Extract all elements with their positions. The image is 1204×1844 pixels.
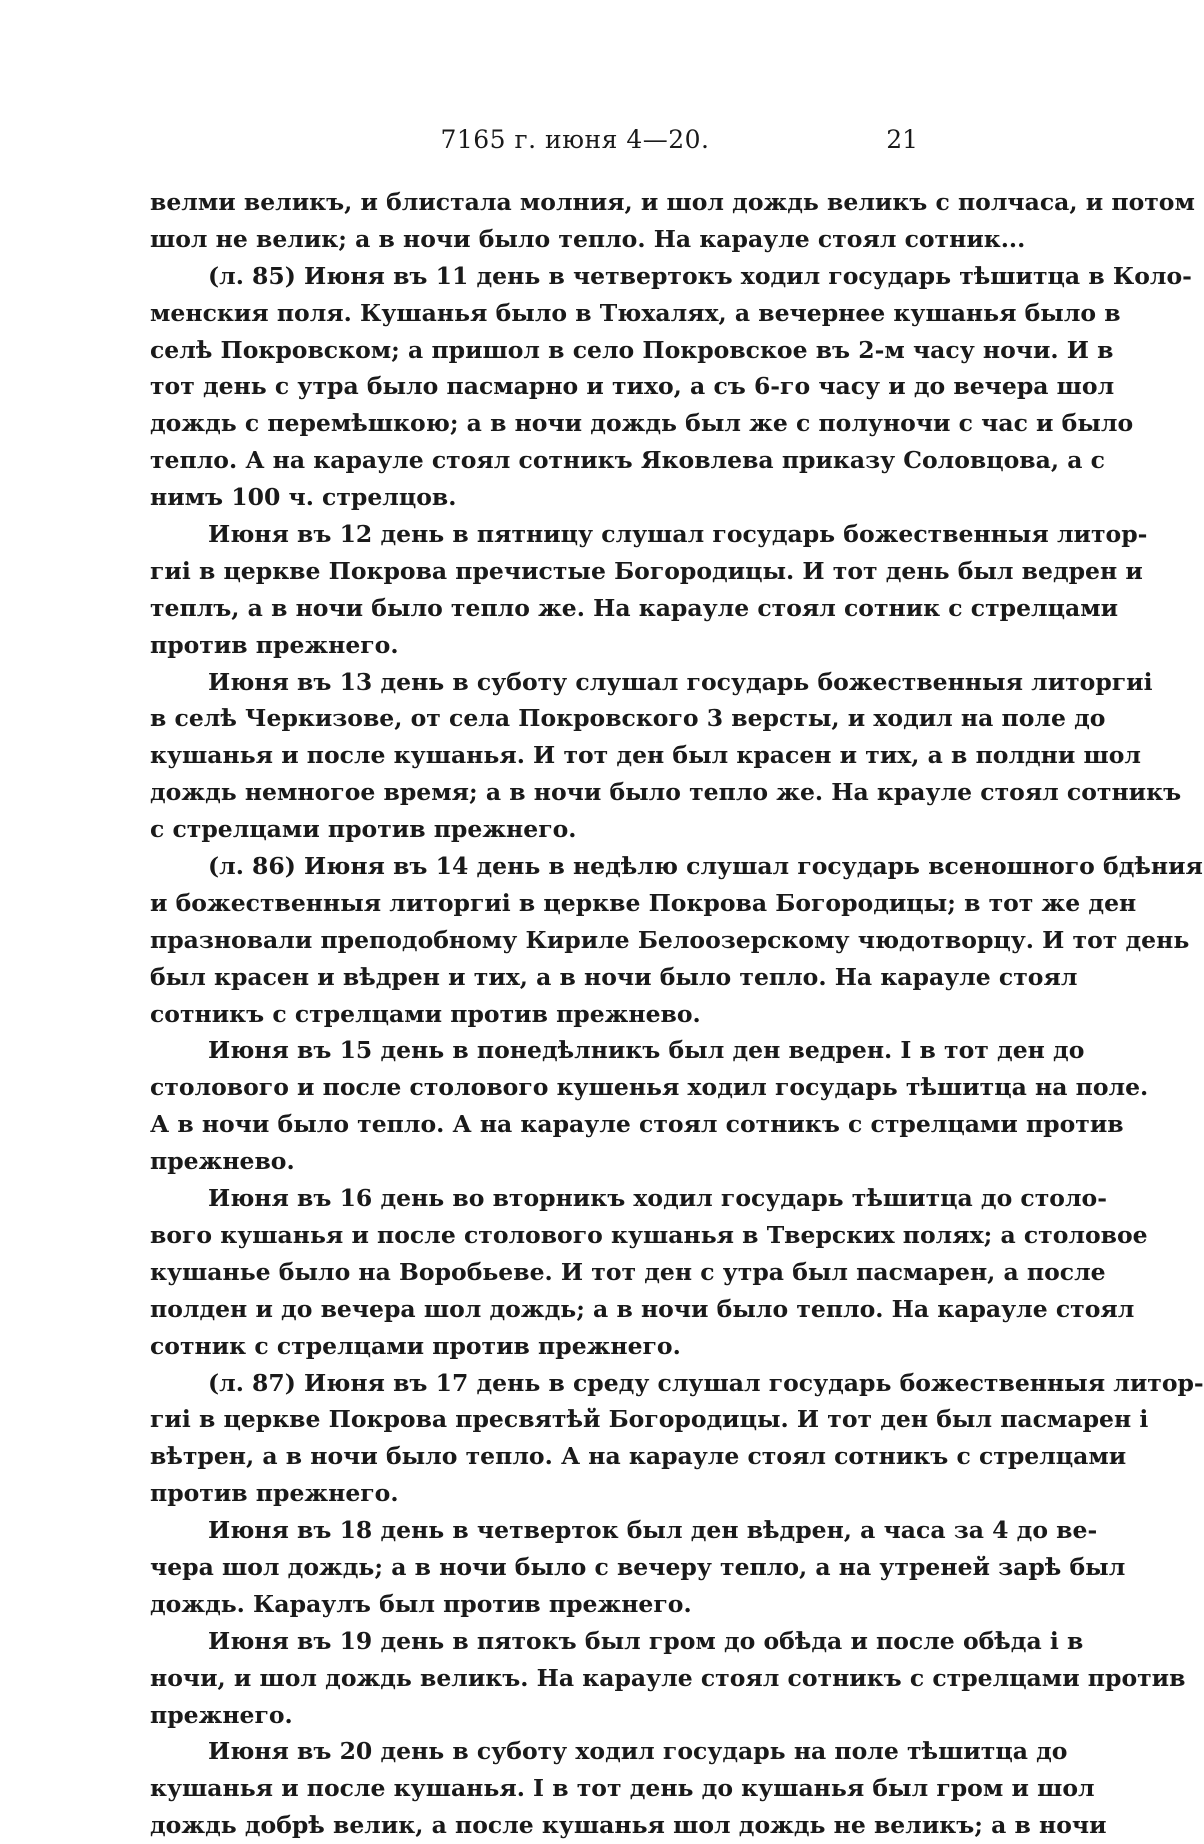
paragraph <box>150 258 1192 516</box>
paragraph <box>150 516 1148 664</box>
text-line: полден и до вечера шол дождь; а в ночи было тепло. На карауле стоял <box>150 1294 1135 1323</box>
body-text <box>150 184 1204 1844</box>
text-line: дождь с перемѣшкою; а в ночи дождь был же с полуночи с час и было <box>150 409 1134 438</box>
book-page <box>150 0 1204 1840</box>
text-line: селѣ Покровском; а пришол в село Покровское въ 2-м часу ночи. И в <box>150 335 1114 364</box>
text-line: нимъ 100 ч. стрелцов. <box>150 483 457 512</box>
text-line: прежнево. <box>150 1147 295 1176</box>
text-line: Июня въ 19 день в пятокъ был гром до обѣда и после обѣда і в <box>208 1626 1084 1655</box>
paragraph <box>150 1180 1148 1364</box>
text-line: шол не велик; а в ночи было тепло. На карауле стоял сотник... <box>150 224 1026 253</box>
text-line: празновали преподобному Кириле Белоозерскому чюдотворцу. И тот день <box>150 925 1190 954</box>
text-line: Июня въ 18 день в четверток был ден вѣдрен, а часа за 4 до ве- <box>208 1516 1098 1545</box>
paragraph <box>150 1623 1186 1734</box>
text-line: столового и после столового кушенья ходил государь тѣшитца на поле. <box>150 1073 1149 1102</box>
text-line: гиі в церкве Покрова пречистые Богородицы. И тот день был ведрен и <box>150 556 1143 585</box>
text-line: сотник с стрелцами против прежнего. <box>150 1331 681 1360</box>
text-line: вого кушанья и после столового кушанья в Тверских полях; а столовое <box>150 1220 1148 1249</box>
text-line: Июня въ 15 день в понедѣлникъ был ден ведрен. І в тот ден до <box>208 1036 1085 1065</box>
text-line: менския поля. Кушанья было в Тюхалях, а вечернее кушанья было в <box>150 298 1121 327</box>
text-line: (л. 87) Июня въ 17 день в среду слушал государь божественныя литор- <box>208 1368 1204 1397</box>
text-line: (л. 85) Июня въ 11 день в четвертокъ ходил государь тѣшитца в Коло- <box>208 261 1192 290</box>
text-line: с стрелцами против прежнего. <box>150 815 577 844</box>
text-line: тепло. А на карауле стоял сотникъ Яковлева приказу Соловцова, а с <box>150 446 1105 475</box>
text-line: теплъ, а в ночи было тепло же. На карауле стоял сотник с стрелцами <box>150 593 1119 622</box>
paragraph <box>150 848 1203 1032</box>
paragraph <box>150 1733 1107 1844</box>
text-line: гиі в церкве Покрова пресвятѣй Богородицы. И тот ден был пасмарен і <box>150 1405 1149 1434</box>
text-line: тот день с утра было пасмарно и тихо, а съ 6-го часу и до вечера шол <box>150 372 1115 401</box>
text-line: в селѣ Черкизове, от села Покровского 3 версты, и ходил на поле до <box>150 704 1106 733</box>
text-line: дождь немногое время; а в ночи было тепло же. На крауле стоял сотникъ <box>150 778 1182 807</box>
text-line: кушанья и после кушанья. І в тот день до кушанья был гром и шол <box>150 1774 1095 1803</box>
text-line: Июня въ 16 день во вторникъ ходил государь тѣшитца до столо- <box>208 1184 1107 1213</box>
text-line: кушанья и после кушанья. И тот ден был красен и тих, а в полдни шол <box>150 741 1141 770</box>
text-line: ночи, и шол дождь великъ. На карауле стоял сотникъ с стрелцами против <box>150 1663 1186 1692</box>
text-line: против прежнего. <box>150 1479 399 1508</box>
text-line: был красен и вѣдрен и тих, а в ночи было тепло. На карауле стоял <box>150 962 1078 991</box>
text-line: сотникъ с стрелцами против прежнево. <box>150 999 701 1028</box>
text-line: и божественныя литоргиі в церкве Покрова Богородицы; в тот же ден <box>150 888 1137 917</box>
page-header <box>150 124 1000 156</box>
text-line: кушанье было на Воробьеве. И тот ден с утра был пасмарен, а после <box>150 1257 1106 1286</box>
text-line: чера шол дождь; а в ночи было с вечеру тепло, а на утреней зарѣ был <box>150 1552 1126 1581</box>
paragraph <box>150 664 1182 848</box>
text-line: А в ночи было тепло. А на карауле стоял сотникъ с стрелцами против <box>150 1110 1124 1139</box>
text-line: против прежнего. <box>150 630 399 659</box>
text-line: прежнего. <box>150 1700 293 1729</box>
running-head: 7165 г. июня 4—20. <box>440 125 710 154</box>
text-line: дождь добрѣ велик, а после кушанья шол дождь не великъ; а в ночи <box>150 1811 1107 1840</box>
text-line: вѣтрен, а в ночи было тепло. А на карауле стоял сотникъ с стрелцами <box>150 1442 1127 1471</box>
text-line: велми великъ, и блистала молния, и шол дождь великъ с полчаса, и потом <box>150 188 1195 216</box>
paragraph <box>150 1512 1126 1623</box>
text-line: (л. 86) Июня въ 14 день в недѣлю слушал государь всеношного бдѣния <box>208 852 1203 881</box>
text-line: Июня въ 12 день в пятницу слушал государь божественныя литор- <box>208 520 1148 549</box>
page-number: 21 <box>886 125 918 154</box>
paragraph <box>150 1032 1149 1180</box>
text-line: дождь. Караулъ был против прежнего. <box>150 1589 692 1618</box>
paragraph <box>150 184 1195 258</box>
text-line: Июня въ 13 день в суботу слушал государь божественныя литоргиі <box>208 667 1153 696</box>
paragraph <box>150 1365 1204 1513</box>
text-line: Июня въ 20 день в суботу ходил государь на поле тѣшитца до <box>208 1737 1068 1766</box>
